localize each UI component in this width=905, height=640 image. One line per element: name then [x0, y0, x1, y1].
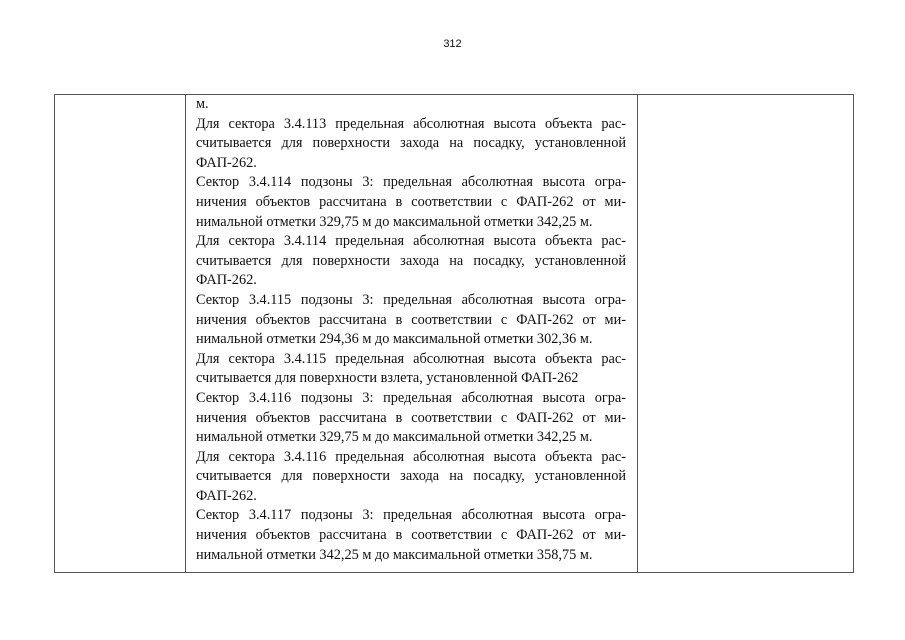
text-line: м.	[196, 96, 209, 112]
text-line: нимальной отметки 342,25 м до максимальной отметки 358,75 м.	[196, 546, 593, 563]
page-number: 312	[443, 38, 462, 50]
text-line: ФАП-262.	[196, 154, 257, 171]
text-line: ФАП-262.	[196, 272, 257, 289]
text-line: Сектор 3.4.116 подзоны 3: предельная абсолютная высота огра-	[196, 389, 626, 406]
text-line: ничения объектов рассчитана в соответствии с ФАП-262 от ми-	[196, 409, 626, 426]
text-line: ничения объектов рассчитана в соответствии с ФАП-262 от ми-	[196, 527, 626, 544]
empty-right-cell	[638, 95, 854, 573]
text-line: считывается для поверхности захода на посадку, установленной	[196, 468, 626, 485]
text-line: нимальной отметки 329,75 м до максимальной отметки 342,25 м.	[196, 429, 593, 446]
text-line: Сектор 3.4.115 подзоны 3: предельная абсолютная высота огра-	[196, 291, 626, 308]
text-line: нимальной отметки 329,75 м до максимальной отметки 342,25 м.	[196, 213, 593, 230]
text-line: считывается для поверхности взлета, установленной ФАП-262	[196, 370, 579, 387]
text-line: ничения объектов рассчитана в соответствии с ФАП-262 от ми-	[196, 193, 626, 210]
text-line: Для сектора 3.4.115 предельная абсолютная высота объекта рас-	[196, 350, 626, 367]
text-line: Для сектора 3.4.114 предельная абсолютная высота объекта рас-	[196, 233, 626, 250]
text-line: Для сектора 3.4.116 предельная абсолютная высота объекта рас-	[196, 448, 626, 465]
text-line: ФАП-262.	[196, 487, 257, 504]
text-cell	[186, 95, 638, 573]
text-line: Сектор 3.4.114 подзоны 3: предельная абсолютная высота огра-	[196, 174, 626, 191]
text-line: считывается для поверхности захода на посадку, установленной	[196, 252, 626, 269]
text-line: нимальной отметки 294,36 м до максимальной отметки 302,36 м.	[196, 331, 593, 348]
document-table	[54, 94, 854, 573]
text-line: считывается для поверхности захода на посадку, установленной	[196, 135, 626, 152]
paragraph-block	[186, 95, 637, 565]
text-line: Сектор 3.4.117 подзоны 3: предельная абсолютная высота огра-	[196, 507, 626, 524]
table-row	[55, 95, 854, 573]
text-line: ничения объектов рассчитана в соответствии с ФАП-262 от ми-	[196, 311, 626, 328]
empty-left-cell	[55, 95, 186, 573]
text-line: Для сектора 3.4.113 предельная абсолютная высота объекта рас-	[196, 115, 626, 132]
